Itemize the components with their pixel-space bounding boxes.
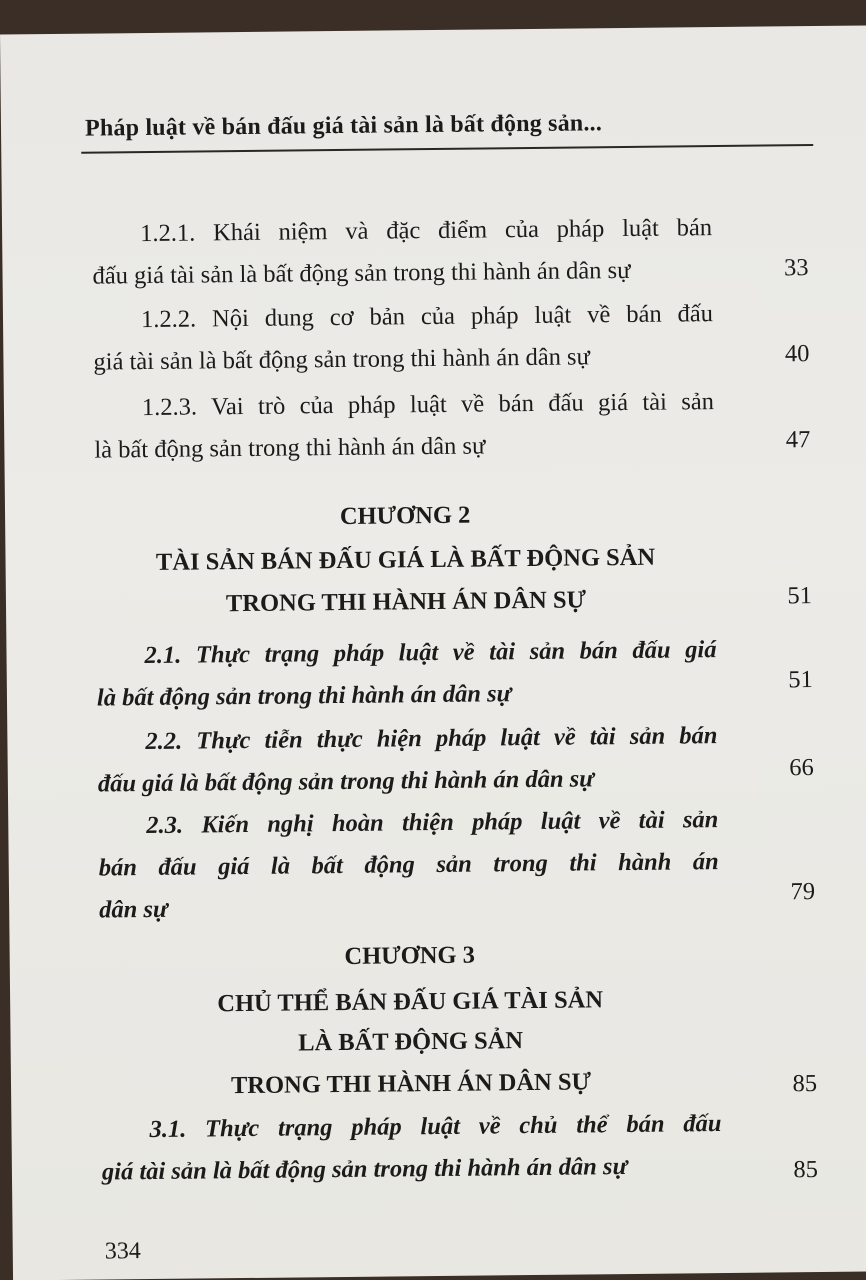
toc-entry-line: 1.2.3. Vai trò của pháp luật về bán đấu giá tài sản — [141, 388, 715, 422]
toc-entry — [94, 381, 715, 471]
toc-section-line: 2.1. Thực trạng pháp luật về tài sản bán đấu giá — [144, 636, 717, 670]
chapter-heading: CHƯƠNG 2 — [339, 501, 471, 531]
chapter-title: TÀI SẢN BÁN ĐẤU GIÁ LÀ BẤT ĐỘNG SẢN — [155, 543, 656, 576]
running-head: Pháp luật về bán đấu giá tài sản là bất động sản... — [84, 110, 603, 142]
toc-section-line: bán đấu giá là bất động sản trong thi hành án — [98, 848, 719, 882]
toc-section — [97, 715, 718, 805]
book-page — [0, 25, 866, 1280]
toc-section-line: là bất động sản trong thi hành án dân sự — [96, 680, 512, 712]
toc-section — [96, 629, 717, 719]
toc-page-number: 51 — [788, 666, 813, 694]
toc-entry-line: giá tài sản là bất động sản trong thi hành án dân sự — [93, 343, 590, 376]
toc-entry — [92, 207, 713, 297]
toc-section-line: giá tài sản là bất động sản trong thi hành án dân sự — [101, 1153, 628, 1186]
toc-section-line: 2.2. Thực tiễn thực hiện pháp luật về tài sản bán — [145, 722, 718, 756]
folio-page-number: 334 — [104, 1238, 141, 1265]
toc-entry-line: 1.2.2. Nội dung cơ bản của pháp luật về bán đấu — [140, 300, 714, 334]
toc-section-line: đấu giá là bất động sản trong thi hành án dân sự — [97, 765, 595, 798]
chapter-title: LÀ BẤT ĐỘNG SẢN — [298, 1027, 524, 1057]
chapter-heading: CHƯƠNG 3 — [344, 941, 476, 970]
toc-section-line: dân sự — [99, 895, 168, 924]
chapter-title: TRONG THI HÀNH ÁN DÂN SỰ — [230, 1068, 592, 1100]
toc-page-number: 85 — [792, 1070, 818, 1098]
toc-page-number: 85 — [793, 1156, 819, 1184]
toc-page-number: 79 — [790, 878, 816, 906]
toc-page-number: 47 — [785, 426, 811, 454]
chapter-title: TRONG THI HÀNH ÁN DÂN SỰ — [225, 586, 587, 618]
toc-entry — [93, 293, 714, 383]
toc-section-line: 3.1. Thực trạng pháp luật về chủ thể bán đấu — [149, 1110, 722, 1144]
toc-page-number: 40 — [784, 340, 810, 368]
toc-entry-line: đấu giá tài sản là bất động sản trong thi hành án dân sự — [92, 256, 631, 290]
toc-page-number: 51 — [787, 582, 813, 610]
toc-section-line: 2.3. Kiến nghị hoàn thiện pháp luật về tài sản — [146, 806, 719, 840]
toc-page-number: 66 — [789, 754, 814, 782]
header-rule — [81, 144, 813, 154]
toc-section — [98, 799, 719, 931]
toc-section — [101, 1103, 722, 1193]
chapter-title: CHỦ THỂ BÁN ĐẤU GIÁ TÀI SẢN — [217, 986, 604, 1018]
toc-page-number: 33 — [783, 254, 809, 282]
toc-entry-line: là bất động sản trong thi hành án dân sự — [94, 432, 486, 464]
toc-entry-line: 1.2.1. Khái niệm và đặc điểm của pháp luật bán — [139, 214, 713, 248]
